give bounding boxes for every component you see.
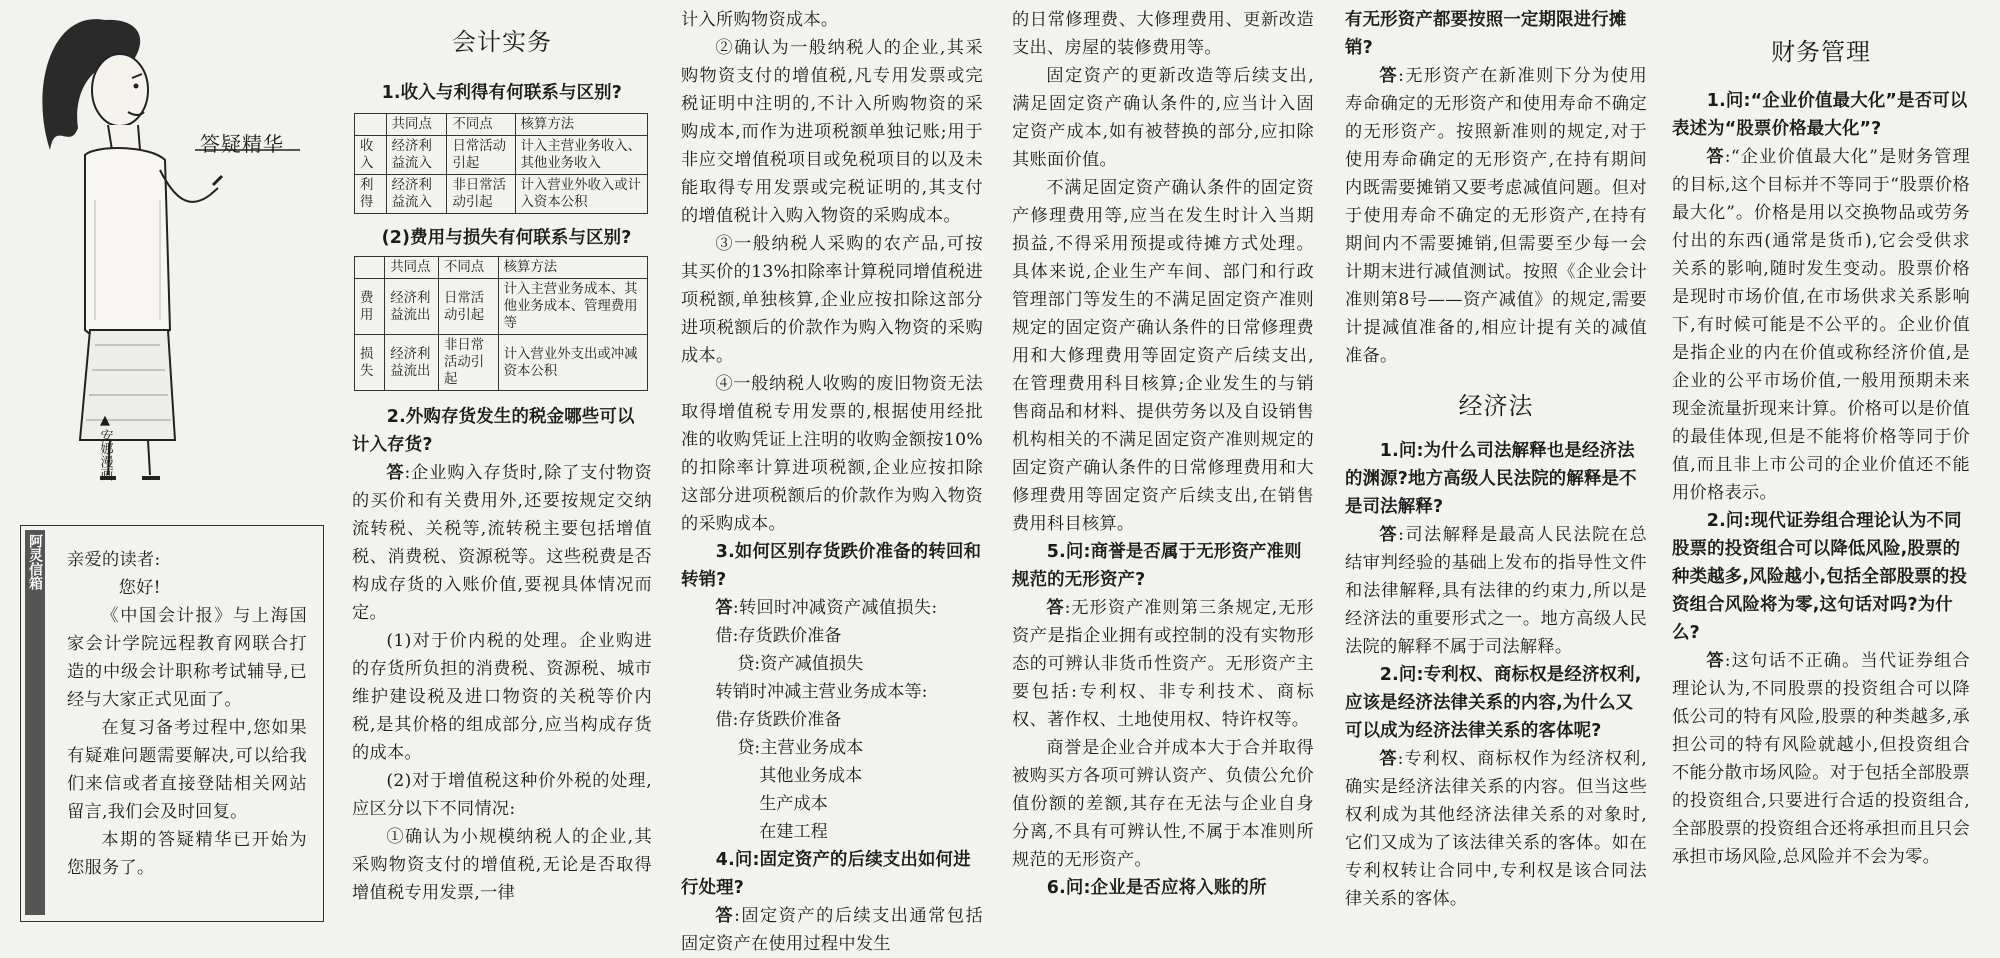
table-cell: 不同点 [439,257,499,279]
question-heading: (2)费用与损失有何联系与区别? [381,228,632,248]
answer-paragraph: (1)对于价内税的处理。企业购进的存货所负担的消费税、资源税、城市维护建设税及进口物资的关税等价内税,是其价格的组成部分,应当构成存货的成本。 [352,631,652,763]
table-cell: 收入 [355,136,387,175]
table-row [355,335,648,391]
table-cell: 非日常活动引起 [447,175,515,214]
cartoon-credit-text: 安娜漫画 [97,429,113,481]
expense-loss-table [354,256,648,391]
table-row [355,279,648,335]
journal-entry: 借:存货跌价准备 [715,710,842,730]
table-cell: 日常活动引起 [439,279,499,335]
answer-text: :无形资产在新准则下分为使用寿命确定的无形资产和使用寿命不确定的无形资产。按照新准则的规定,对于使用寿命确定的无形资产,在持有期间内既需要摊销又要考虑减值问题。但对于使用寿命不确定的无形资产,在持有期间内不需要摊销,但需要至少每一会计期末进行减值测试。按照《企业会计准则第8号——资产减值》的规定,需要计提减值准备的,相应计提有关的减值准备。 [1345,66,1647,366]
journal-entry: 其他业务成本 [715,766,863,786]
answer-text: :无形资产准则第三条规定,无形资产是指企业拥有或控制的没有实物形态的可辨认非货币性资产。无形资产主要包括:专利权、非专利技术、商标权、著作权、土地使用权、特许权等。 [1012,598,1314,730]
answer-paragraph [1012,594,1314,734]
cartoon-caption: 答疑精华 [200,132,284,156]
answer-paragraph [681,902,983,958]
column-accounting-2 [681,0,983,954]
answer-paragraph: 计入所购物资成本。 [681,10,839,30]
section-title: 经济法 [1458,392,1534,420]
question-heading: 6.问:企业是否应将入账的所 [1046,878,1267,898]
table-cell [355,114,387,136]
journal-entry: 生产成本 [715,794,828,814]
answer-label: 答 [715,598,733,618]
answer-paragraph [681,594,983,622]
left-column [0,0,345,936]
table-cell: 核算方法 [498,257,647,279]
column-accounting-1 [352,0,652,936]
answer-text: :这句话不正确。当代证券组合理论认为,不同股票的投资组合可以降低公司的特有风险,股票的种类越多,承担公司的特有风险就越小,但投资组合不能分散市场风险。对于包括全部股票的投资组合,只要进行合适的投资组合,全部股票的投资组合还将承担而且只会承担市场风险,总风险并不会为零。 [1672,651,1970,867]
table-cell: 共同点 [386,114,447,136]
question-heading: 4.问:固定资产的后续支出如何进行处理? [681,850,971,898]
answer-paragraph: 的日常修理费、大修理费用、更新改造支出、房屋的装修费用等。 [1012,10,1314,58]
journal-entry: 贷:资产减值损失 [715,654,864,674]
letter-tab-label: 阿灵信箱 [27,534,43,590]
answer-paragraph [1672,143,1970,507]
answer-label: 答 [1379,66,1399,86]
answer-text: :司法解释是最高人民法院在总结审判经验的基础上发布的指导性文件和法律解释,具有法律的约束力,所以是经济法的重要形式之一。地方高级人民法院的解释不属于司法解释。 [1345,525,1647,657]
table-cell: 费用 [355,279,385,335]
question-heading: 1.问:“企业价值最大化”是否可以表述为“股票价格最大化”? [1672,91,1968,139]
answer-paragraph: 固定资产的更新改造等后续支出,满足固定资产确认条件的,应当计入固定资产成本,如有被替换的部分,应扣除其账面价值。 [1012,66,1314,170]
answer-text: :专利权、商标权作为经济权利,确实是经济法律关系的内容。但当这些权利成为其他经济法律关系的对象时,它们又成为了该法律关系的客体。如在专利权转让合同中,专利权是该合同法律关系的客体。 [1345,749,1647,909]
table-cell: 计入主营业务收入、其他业务收入 [515,136,647,175]
letter-paragraph: 在复习备考过程中,您如果有疑难问题需要解决,可以给我们来信或者直接登陆相关网站留言,我们会及时回复。 [67,718,307,822]
table-cell: 损失 [355,335,385,391]
letter-salutation: 亲爱的读者: [67,550,161,570]
letter-body [67,546,307,882]
answer-label: 答 [1379,749,1398,769]
answer-label: 答 [1046,598,1065,618]
table-cell: 经济利益流入 [386,175,447,214]
answer-paragraph: 商誉是企业合并成本大于合并取得被购买方各项可辨认资产、负债公允价值份额的差额,其存在无法与企业自身分离,不具有可辨认性,不属于本准则所规范的无形资产。 [1012,738,1314,870]
table-cell: 计入营业外支出或冲减资本公积 [498,335,647,391]
table-header-row [355,257,648,279]
journal-entry: 贷:主营业务成本 [715,738,864,758]
column-accounting-3 [1012,0,1314,936]
section-title: 财务管理 [1771,38,1871,66]
question-heading: 2.问:现代证券组合理论认为不同股票的投资组合可以降低风险,股票的种类越多,风险越小,包括全部股票的投资组合风险将为零,这句话对吗?为什么? [1672,511,1968,643]
credit-triangle-mark: ▲ [100,413,110,428]
answer-paragraph: ③一般纳税人采购的农产品,可按其买价的13%扣除率计算税同增值税进项税额,单独核算,企业应按扣除这部分进项税额后的价款作为购入物资的采购成本。 [681,234,983,366]
letter-paragraph: 本期的答疑精华已开始为您服务了。 [67,830,307,878]
question-heading: 3.如何区别存货跌价准备的转回和转销? [681,542,982,590]
table-cell: 利得 [355,175,387,214]
answer-label: 答 [386,463,405,483]
question-heading: 2.问:专利权、商标权是经济权利,应该是经济法律关系的内容,为什么又可以成为经济法律关系的客体呢? [1345,665,1642,741]
cartoon-credit [95,412,115,486]
question-heading: 1.收入与利得有何联系与区别? [381,83,623,103]
table-cell: 日常活动引起 [447,136,515,175]
answer-paragraph: ①确认为小规模纳税人的企业,其采购物资支付的增值税,无论是否取得增值税专用发票,一律 [352,827,652,903]
column-economic-law [1345,0,1647,936]
table-row [355,175,648,214]
cartoon-illustration [0,0,345,500]
journal-entry: 在建工程 [715,822,828,842]
table-cell: 经济利益流出 [385,279,439,335]
answer-paragraph [352,459,652,627]
question-heading: 5.问:商誉是否属于无形资产准则规范的无形资产? [1012,542,1302,590]
answer-paragraph: (2)对于增值税这种价外税的处理,应区分以下不同情况: [352,771,652,819]
table-cell: 共同点 [385,257,439,279]
income-gain-table [354,113,648,214]
table-cell: 经济利益流出 [385,335,439,391]
table-cell: 不同点 [447,114,515,136]
answer-paragraph: 不满足固定资产确认条件的固定资产修理费用等,应当在发生时计入当期损益,不得采用预提或待摊方式处理。具体来说,企业生产车间、部门和行政管理部门等发生的不满足固定资产准则规定的固定资产确认条件的日常修理费用和大修理费用等固定资产后续支出,在管理费用科目核算;企业发生的与销售商品和材料、提供劳务以及自设销售机构相关的不满足固定资产准则规定的固定资产确认条件的日常修理费用和大修理费用等固定资产后续支出,在销售费用科目核算。 [1012,178,1314,534]
answer-text: :转回时冲减资产减值损失: [732,598,938,618]
answer-label: 答 [1706,651,1725,671]
answer-paragraph [1672,647,1970,871]
answer-paragraph [1345,62,1647,370]
table-cell: 非日常活动引起 [439,335,499,391]
answer-label: 答 [715,906,735,926]
table-cell: 计入主营业务成本、其他业务成本、管理费用等 [498,279,647,335]
answer-paragraph [1345,521,1647,661]
answer-paragraph [1345,745,1647,913]
answer-paragraph: ②确认为一般纳税人的企业,其采购物资支付的增值税,凡专用发票或完税证明中注明的,不计入所购物资的采购成本,而作为进项税额单独记账;用于非应交增值税项目或免税项目的以及未能取得专用发票或完税证明的,其支付的增值税计入购入物资的采购成本。 [681,38,983,226]
answer-label: 答 [1379,525,1399,545]
answer-label: 答 [1706,147,1725,167]
answer-text: :固定资产的后续支出通常包括固定资产在使用过程中发生 [681,906,983,954]
question-heading: 有无形资产都要按照一定期限进行摊销? [1345,10,1627,58]
table-cell: 经济利益流入 [386,136,447,175]
table-cell [355,257,385,279]
question-heading: 2.外购存货发生的税金哪些可以计入存货? [352,407,635,455]
table-cell: 核算方法 [515,114,647,136]
answer-text: :企业购入存货时,除了支付物资的买价和有关费用外,还要按规定交纳流转税、关税等,流转税主要包括增值税、消费税、资源税等。这些税费是否构成存货的入账价值,要视具体情况而定。 [352,463,652,623]
table-row [355,136,648,175]
section-title: 会计实务 [452,28,552,56]
answer-paragraph: ④一般纳税人收购的废旧物资无法取得增值税专用发票的,根据使用经批准的收购凭证上注明的收购金额按10%的扣除率计算进项税额,企业应按扣除这部分进项税额后的价款作为购入物资的采购成本。 [681,374,983,534]
journal-entry: 借:存货跌价准备 [715,626,842,646]
letter-greeting: 您好! [118,578,161,598]
letter-paragraph: 《中国会计报》与上海国家会计学院远程教育网联合打造的中级会计职称考试辅导,已经与大家正式见面了。 [67,606,307,710]
table-header-row [355,114,648,136]
column-financial-management [1672,0,1970,936]
question-heading: 1.问:为什么司法解释也是经济法的渊源?地方高级人民法院的解释是不是司法解释? [1345,441,1637,517]
letter-box [20,525,324,922]
answer-text: :“企业价值最大化”是财务管理的目标,这个目标并不等同于“股票价格最大化”。价格是用以交换物品或劳务付出的东西(通常是货币),它会受供求关系的影响,随时发生变动。股票价格是现时市场价值,在市场供求关系影响下,有时候可能是不公平的。企业价值是指企业的内在价值或称经济价值,是企业的公平市场价值,一般用预期未来现金流量折现来计算。价格可以是价值的最佳体现,但是不能将价格等同于价值,而且非上市公司的企业价值还不能用价格表示。 [1672,147,1970,503]
table-cell: 计入营业外收入或计入资本公积 [515,175,647,214]
journal-entry: 转销时冲减主营业务成本等: [715,682,928,702]
